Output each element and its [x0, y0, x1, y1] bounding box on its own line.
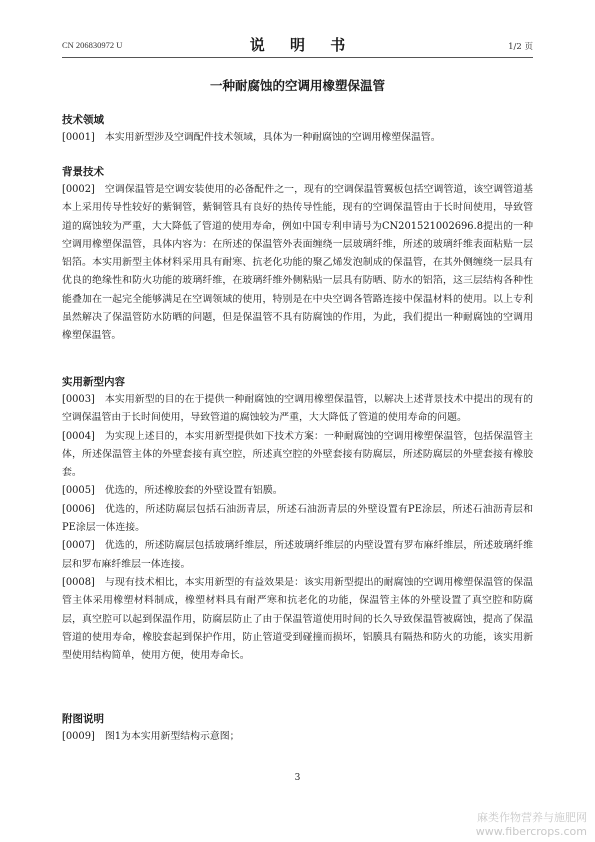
- section-heading: 实用新型内容: [62, 376, 125, 388]
- paragraph-number: [0005]: [62, 485, 95, 497]
- paragraph: [62, 391, 533, 428]
- section-drawings: [62, 710, 533, 746]
- paragraph-text: 图1为本实用新型结构示意图；: [104, 731, 240, 742]
- section-technical-field: [62, 111, 533, 147]
- paragraph-number: [0008]: [62, 576, 95, 588]
- paragraph-text: 优选的，所述防腐层包括玻璃纤维层，所述玻璃纤维层的内壁设置有罗布麻纤维层，所述玻璃纤维层和罗布麻纤维层一体连接。: [62, 540, 533, 570]
- paragraph-number: [0006]: [62, 503, 95, 515]
- paragraph-text: 与现有技术相比，本实用新型的有益效果是：该实用新型提出的耐腐蚀的空调用橡塑保温管的保温管主体采用橡塑材料制成，橡塑材料具有耐严寒和抗老化的功能，保温管主体的外壁设置了真空腔和防腐层，真空腔可以起到保温作用，防腐层防止了由于保温管道使用时间的长久导致保温管被腐蚀，提高了保温管道的使用寿命，橡胶套起到保护作用，防止管道受到碰撞而损坏，铝膜具有隔热和防火的功能，该实用新型使用结构简单，使用方便，使用寿命长。: [62, 576, 533, 662]
- paragraph: [62, 574, 533, 665]
- paragraph-text: 空调保温管是空调安装使用的必备配件之一，现有的空调保温管翼板包括空调管道，该空调管道基本上采用传导性较好的紫铜管，紫铜管具有良好的热传导性能，现有的空调保温管由于长时间使用，导致管道的腐蚀较为严重，大大降低了管道的使用寿命，例如中国专利申请号为CN201521002696.8提出的一种空调用橡塑保温管，具体内容为：在所述的保温管外表面缠绕一层玻璃纤维，所述的玻璃纤维表面粘贴一层铝箔。本实用新型主体材料采用具有耐寒、抗老化功能的聚乙烯发泡制成的保温管，在其外侧缠绕一层具有优良的绝缘性和防火功能的玻璃纤维，在玻璃纤维外侧粘贴一层具有防晒、防水的铝箔，这三层结构各种性能叠加在一起完全能够满足在空调领域的使用，特别是在中央空调各管路连接中保温材料的使用。以上专利虽然解决了保温管防水防晒的问题，但是保温管不具有防腐蚀的作用，为此，我们提出一种耐腐蚀的空调用橡塑保温管。: [62, 184, 533, 342]
- paragraph: [62, 428, 533, 483]
- site-watermark: [476, 811, 587, 839]
- watermark-line-1: 麻类作物营养与施肥网: [477, 811, 587, 824]
- section-heading: 背景技术: [62, 166, 104, 178]
- paragraph: [62, 501, 533, 538]
- section-heading: 技术领域: [62, 114, 104, 126]
- paragraph-number: [0001]: [62, 132, 95, 143]
- paragraph-number: [0003]: [62, 394, 95, 405]
- paragraph-text: 本实用新型的目的在于提供一种耐腐蚀的空调用橡塑保温管，以解决上述背景技术中提出的现有的空调保温管由于长时间使用，导致管道的腐蚀较为严重，大大降低了管道的使用寿命的问题。: [62, 394, 533, 424]
- section-background: [62, 163, 533, 346]
- paragraph: [62, 129, 533, 147]
- paragraph: [62, 728, 533, 746]
- paragraph-text: 为实现上述目的，本实用新型提供如下技术方案：一种耐腐蚀的空调用橡塑保温管，包括保温管主体，所述保温管主体的外壁套接有真空腔，所述真空腔的外壁套接有防腐层，所述防腐层的外壁套接有橡胶套。: [62, 430, 533, 479]
- document-type: 说 明 书: [249, 36, 356, 54]
- page-number: 3: [294, 773, 301, 783]
- paragraph-text: 优选的，所述橡胶套的外壁设置有铝膜。: [104, 485, 283, 497]
- paragraph-number: [0004]: [62, 430, 95, 442]
- paragraph-text: 优选的，所述防腐层包括石油沥青层，所述石油沥青层的外壁设置有PE涂层，所述石油沥青层和PE涂层一体连接。: [62, 503, 533, 534]
- patent-number: CN 206830972 U: [62, 40, 123, 50]
- paragraph: [62, 537, 533, 574]
- page-header: [62, 34, 533, 56]
- document-title: 一种耐腐蚀的空调用橡塑保温管: [209, 78, 385, 93]
- paragraph: [62, 482, 533, 500]
- paragraph-number: [0007]: [62, 540, 95, 552]
- section-heading: 附图说明: [62, 713, 104, 725]
- paragraph-number: [0009]: [62, 731, 95, 742]
- paragraph-text: 本实用新型涉及空调配件技术领域，具体为一种耐腐蚀的空调用橡塑保温管。: [104, 132, 441, 143]
- header-divider: [62, 57, 533, 58]
- watermark-line-2: www.fibercrops.com: [475, 825, 587, 838]
- paragraph: [62, 181, 533, 346]
- paragraph-number: [0002]: [62, 184, 95, 195]
- page-of: 1/2 页: [508, 42, 533, 52]
- section-content: [62, 373, 533, 665]
